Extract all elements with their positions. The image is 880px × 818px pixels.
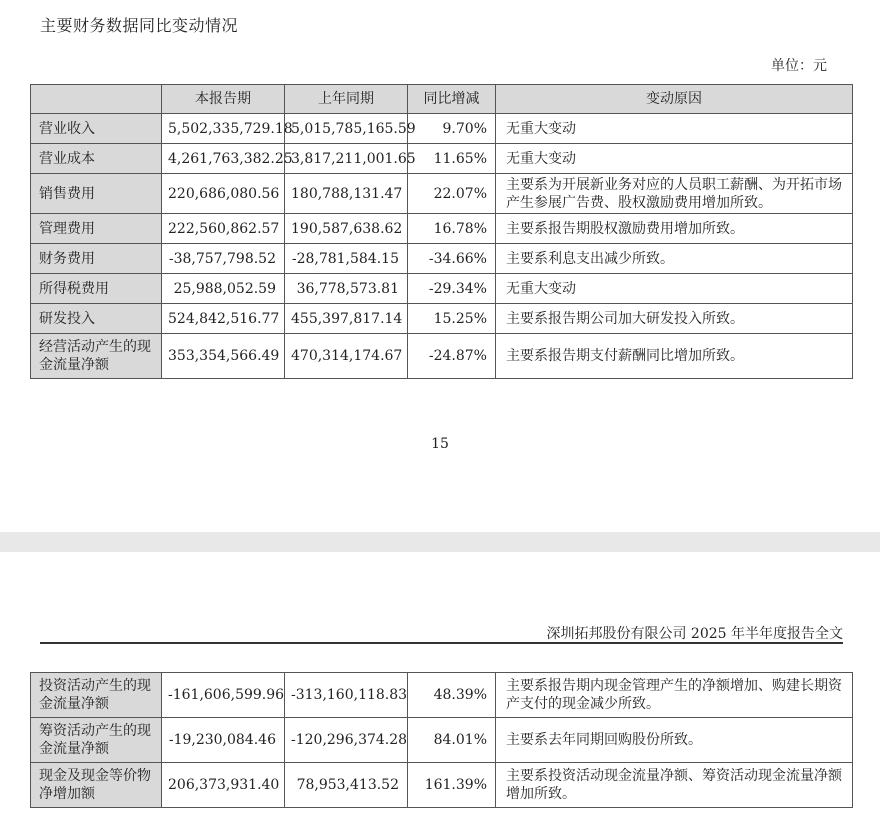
yoy-change: 16.78% (408, 214, 496, 244)
current-value: -161,606,599.96 (162, 673, 285, 718)
current-value: 220,686,080.56 (162, 174, 285, 214)
row-label: 管理费用 (31, 214, 162, 244)
change-reason: 无重大变动 (496, 114, 853, 144)
current-value: 206,373,931.40 (162, 763, 285, 808)
running-header: 深圳拓邦股份有限公司 2025 年半年度报告全文 (546, 626, 843, 642)
row-label: 经营活动产生的现金流量净额 (31, 334, 162, 379)
yoy-change: -29.34% (408, 274, 496, 304)
yoy-change: 161.39% (408, 763, 496, 808)
table-row (31, 244, 853, 274)
row-label: 财务费用 (31, 244, 162, 274)
section-title: 主要财务数据同比变动情况 (40, 16, 239, 35)
prior-value: 3,817,211,001.65 (285, 144, 408, 174)
change-reason: 主要系投资活动现金流量净额、筹资活动现金流量净额增加所致。 (496, 763, 853, 808)
header-blank (31, 85, 162, 114)
current-value: 353,354,566.49 (162, 334, 285, 379)
yoy-change: 15.25% (408, 304, 496, 334)
page-separator (0, 532, 880, 552)
table-row (31, 304, 853, 334)
unit-label: 单位：元 (771, 58, 827, 74)
yoy-change: -24.87% (408, 334, 496, 379)
prior-value: 455,397,817.14 (285, 304, 408, 334)
prior-value: 190,587,638.62 (285, 214, 408, 244)
table-row (31, 274, 853, 304)
current-value: -38,757,798.52 (162, 244, 285, 274)
row-label: 筹资活动产生的现金流量净额 (31, 718, 162, 763)
change-reason: 主要系去年同期回购股份所致。 (496, 718, 853, 763)
header-change-reason: 变动原因 (496, 85, 853, 114)
table-header-row (31, 85, 853, 114)
row-label: 现金及现金等价物净增加额 (31, 763, 162, 808)
change-reason: 主要系利息支出减少所致。 (496, 244, 853, 274)
row-label: 投资活动产生的现金流量净额 (31, 673, 162, 718)
table-row (31, 718, 853, 763)
change-reason: 主要系报告期股权激励费用增加所致。 (496, 214, 853, 244)
table-row (31, 334, 853, 379)
prior-value: 78,953,413.52 (285, 763, 408, 808)
change-reason: 无重大变动 (496, 144, 853, 174)
yoy-change: 22.07% (408, 174, 496, 214)
yoy-change: 9.70% (408, 114, 496, 144)
yoy-change: 11.65% (408, 144, 496, 174)
prior-value: 180,788,131.47 (285, 174, 408, 214)
table-row (31, 673, 853, 718)
financial-change-table (30, 84, 853, 379)
change-reason: 无重大变动 (496, 274, 853, 304)
change-reason: 主要系为开展新业务对应的人员职工薪酬、为开拓市场产生参展广告费、股权激励费用增加所致。 (496, 174, 853, 214)
header-current-period: 本报告期 (162, 85, 285, 114)
prior-value: -28,781,584.15 (285, 244, 408, 274)
row-label: 所得税费用 (31, 274, 162, 304)
change-reason: 主要系报告期公司加大研发投入所致。 (496, 304, 853, 334)
row-label: 研发投入 (31, 304, 162, 334)
row-label: 营业成本 (31, 144, 162, 174)
row-label: 营业收入 (31, 114, 162, 144)
row-label: 销售费用 (31, 174, 162, 214)
table-row (31, 174, 853, 214)
page-number: 15 (431, 436, 449, 452)
current-value: 222,560,862.57 (162, 214, 285, 244)
yoy-change: 48.39% (408, 673, 496, 718)
current-value: 5,502,335,729.18 (162, 114, 285, 144)
table-row (31, 114, 853, 144)
yoy-change: 84.01% (408, 718, 496, 763)
current-value: 25,988,052.59 (162, 274, 285, 304)
current-value: 4,261,763,382.25 (162, 144, 285, 174)
prior-value: 5,015,785,165.59 (285, 114, 408, 144)
change-reason: 主要系报告期内现金管理产生的净额增加、购建长期资产支付的现金减少所致。 (496, 673, 853, 718)
yoy-change: -34.66% (408, 244, 496, 274)
change-reason: 主要系报告期支付薪酬同比增加所致。 (496, 334, 853, 379)
table-row (31, 214, 853, 244)
prior-value: -313,160,118.83 (285, 673, 408, 718)
prior-value: -120,296,374.28 (285, 718, 408, 763)
prior-value: 36,778,573.81 (285, 274, 408, 304)
table-row (31, 763, 853, 808)
report-page-16 (0, 552, 880, 818)
header-yoy-change: 同比增减 (408, 85, 496, 114)
financial-change-table-continued (30, 672, 853, 808)
prior-value: 470,314,174.67 (285, 334, 408, 379)
header-divider (40, 642, 843, 644)
current-value: 524,842,516.77 (162, 304, 285, 334)
current-value: -19,230,084.46 (162, 718, 285, 763)
header-prior-period: 上年同期 (285, 85, 408, 114)
table-row (31, 144, 853, 174)
